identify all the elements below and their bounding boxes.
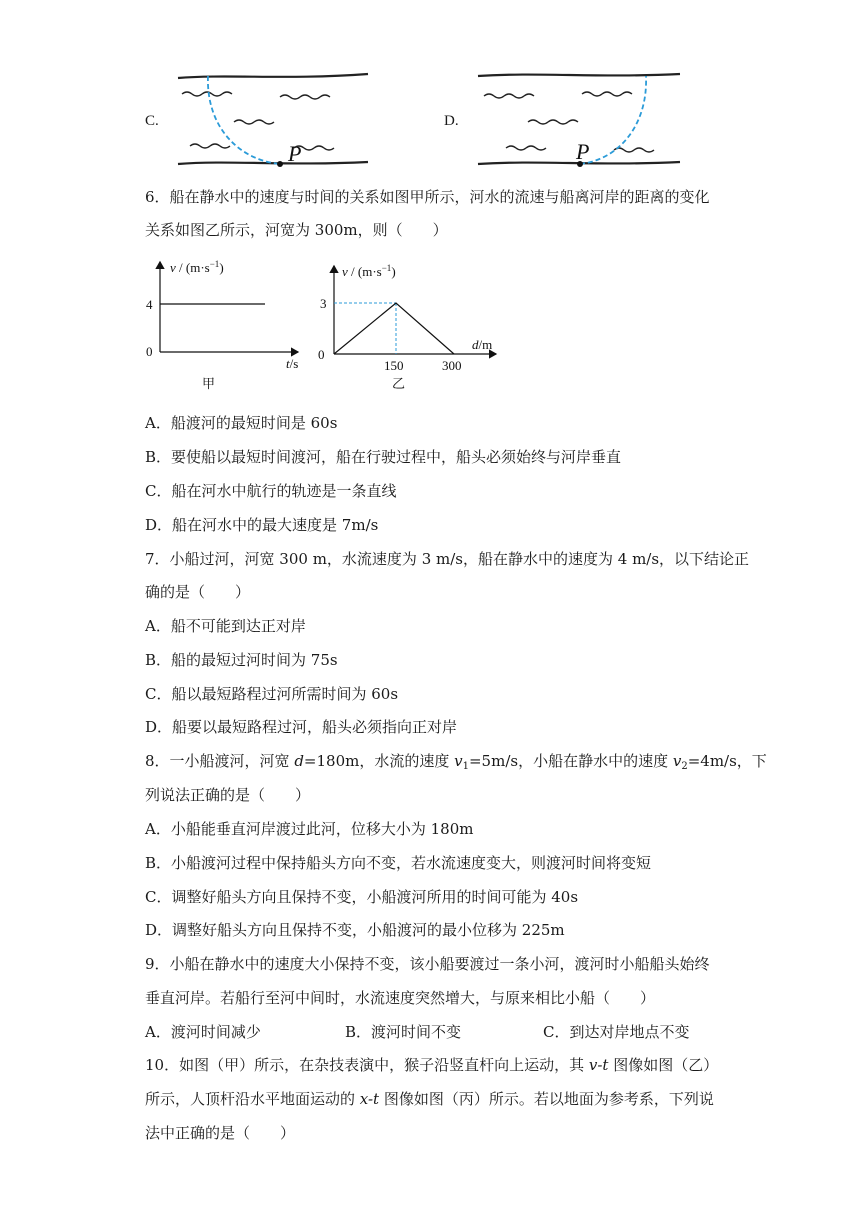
q6-option-a[interactable]: A．船渡河的最短时间是 60s (145, 414, 338, 432)
y-tick-4: 4 (146, 297, 153, 312)
wave-mark (506, 146, 546, 150)
wave-mark (484, 94, 534, 98)
x-axis-label: t/s (286, 356, 299, 371)
q7-stem-line2: 确的是（ ） (145, 583, 251, 601)
wave-mark (280, 95, 330, 99)
wave-mark (528, 120, 578, 124)
q8-option-d[interactable]: D．调整好船头方向且保持不变，小船渡河的最小位移为 225m (145, 921, 565, 939)
q8-stem-line1: 8．一小船渡河，河宽 d=180m，水流的速度 $v_1=5m/s$，小船在静水中的速度 $v_2=4m/s$，下 (145, 752, 767, 772)
wave-mark (614, 148, 654, 152)
q6-figure-b-graph (310, 262, 510, 397)
wave-mark (190, 144, 230, 148)
q9-option-b[interactable]: B．渡河时间不变 (345, 1023, 462, 1041)
boat-trajectory (580, 76, 646, 164)
wave-mark (582, 92, 632, 96)
q9-option-c[interactable]: C．到达对岸地点不变 (543, 1023, 690, 1041)
q8-option-a[interactable]: A．小船能垂直河岸渡过此河，位移大小为 180m (145, 820, 474, 838)
figure-caption-yi: 乙 (392, 376, 406, 391)
point-p-label: P (288, 141, 302, 166)
point-p-dot (277, 161, 283, 167)
q10-stem-line1: 10．如图（甲）所示，在杂技表演中，猴子沿竖直杆向上运动，其 v-t 图像如图（乙） (145, 1056, 719, 1074)
q8-option-c[interactable]: C．调整好船头方向且保持不变，小船渡河所用的时间可能为 40s (145, 888, 579, 906)
q9-option-a[interactable]: A．渡河时间减少 (145, 1023, 261, 1041)
q7-option-a[interactable]: A．船不可能到达正对岸 (145, 617, 306, 635)
q7-option-d[interactable]: D．船要以最短路程过河，船头必须指向正对岸 (145, 718, 458, 736)
river-bottom-bank (178, 162, 368, 164)
figure-caption-jia: 甲 (202, 376, 216, 391)
boat-trajectory (208, 76, 280, 164)
origin-label: 0 (146, 344, 153, 359)
x-tick-150: 150 (384, 358, 404, 373)
q8-stem-line2: 列说法正确的是（ ） (145, 786, 311, 804)
origin-label: 0 (318, 347, 325, 362)
q7-option-c[interactable]: C．船以最短路程过河所需时间为 60s (145, 685, 399, 703)
q7-option-b[interactable]: B．船的最短过河时间为 75s (145, 651, 338, 669)
q6-figure-a-graph (140, 256, 310, 396)
wave-mark (182, 92, 232, 96)
q6-option-c[interactable]: C．船在河水中航行的轨迹是一条直线 (145, 482, 397, 500)
y-tick-3: 3 (320, 296, 327, 311)
q7-stem-line1: 7．小船过河，河宽 300 m，水流速度为 3 m/s，船在静水中的速度为 4 m/s，以下结论正 (145, 550, 750, 568)
q6-stem-line1: 6．船在静水中的速度与时间的关系如图甲所示，河水的流速与船离河岸的距离的变化 (145, 188, 710, 206)
q10-stem-line3: 法中正确的是（ ） (145, 1124, 296, 1142)
y-axis-label: $v / (m\cdot s^{-1})$ (342, 263, 396, 279)
x-tick-300: 300 (442, 358, 462, 373)
q8-option-b[interactable]: B．小船渡河过程中保持船头方向不变，若水流速度变大，则渡河时间将变短 (145, 854, 652, 872)
q9-stem-line1: 9．小船在静水中的速度大小保持不变，该小船要渡过一条小河，渡河时小船船头始终 (145, 955, 710, 973)
x-axis-label: d/m (472, 337, 493, 352)
q6-option-b[interactable]: B．要使船以最短时间渡河，船在行驶过程中，船头必须始终与河岸垂直 (145, 448, 622, 466)
wave-mark (234, 120, 274, 124)
q5-option-c-label[interactable]: C. (145, 113, 159, 129)
river-speed-profile (334, 303, 454, 354)
q5-option-c-diagram[interactable] (168, 66, 378, 176)
q9-stem-line2: 垂直河岸。若船行至河中间时，水流速度突然增大，与原来相比小船（ ） (145, 989, 656, 1007)
y-axis-label: $v / (m\cdot s^{-1})$ (170, 259, 224, 275)
river-top-bank (478, 74, 680, 76)
q6-option-d[interactable]: D．船在河水中的最大速度是 7m/s (145, 516, 379, 534)
q5-option-d-label[interactable]: D. (444, 113, 459, 129)
point-p-label: P (576, 139, 590, 164)
q6-stem-line2: 关系如图乙所示，河宽为 300m，则（ ） (145, 221, 448, 239)
river-top-bank (178, 74, 368, 78)
q5-option-d-diagram[interactable] (468, 66, 688, 176)
q10-stem-line2: 所示，人顶杆沿水平地面运动的 x-t 图像如图（丙）所示。若以地面为参考系，下列说 (145, 1090, 714, 1108)
